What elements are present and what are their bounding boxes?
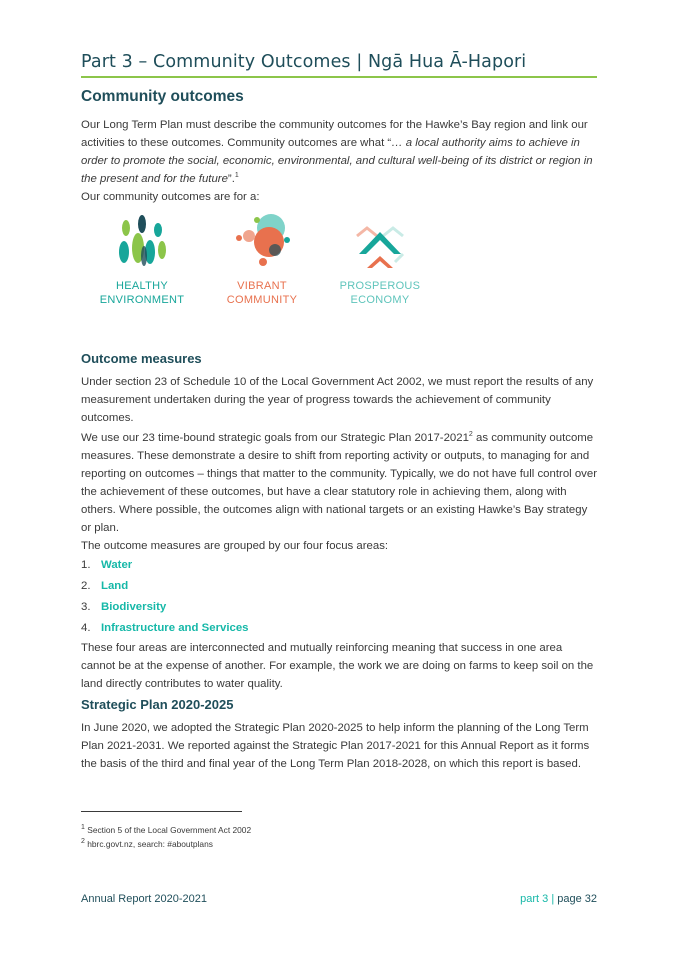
list-item: 2. Land [81, 580, 129, 592]
community-outcomes-paragraph: Our Long Term Plan must describe the community outcomes for the Hawke’s Bay region and link our activities to these outcomes. Community outcomes are what “… a local authority aims to achieve in order to promote the social, economic, environmental, and cultural well-being of its district or region in the present and for the future”.$^1$ [81, 119, 593, 185]
strategic-plan-paragraph: In June 2020, we adopted the Strategic Plan 2020-2025 to help inform the planning of the Long Term Plan 2021-2031. We reported against the Strategic Plan 2017-2021 for this Annual Report as it forms the basis of the third and final year of the Long Term Plan 2018-2028, on which this report is based. [81, 722, 590, 770]
strategic-plan-heading: Strategic Plan 2020-2025 [81, 697, 234, 712]
focus-area-biodiversity: Biodiversity [101, 601, 167, 613]
vibrant-community-badge [219, 212, 305, 307]
footnote-2: $^2$ hbrc.govt.nz, search: #aboutplans [81, 838, 213, 849]
outcome-measures-paragraph-1: Under section 23 of Schedule 10 of the Local Government Act 2002, we must report the results of any measurement undertaken during the year of progress towards the achievement of community outcomes. [81, 376, 594, 424]
outcome-measures-paragraph-2: We use our 23 time-bound strategic goals from our Strategic Plan 2017-2021$^2$ as community outcome measures. These demonstrate a desire to shift from reporting activity or outputs, to managing for and reporting on outcomes – things that matter to the community. Typically, we do not have full control over the achievement of these outcomes, but have a clear statutory role in achieving them, along with others. Where possible, the outcomes align with national targets or an existing Hawke’s Bay strategy or plan. [81, 431, 598, 534]
page-number: page 32 [557, 893, 597, 905]
healthy-environment-badge [99, 212, 185, 307]
circles-icon [227, 212, 297, 274]
footnote-1: $^1$ Section 5 of the Local Government Act 2002 [81, 824, 252, 835]
footnote-ref-2[interactable]: 2 [468, 431, 473, 439]
focus-area-land: Land [101, 580, 129, 592]
community-outcomes-intro: Our community outcomes are for a: [81, 191, 260, 203]
outcome-measures-heading: Outcome measures [81, 351, 202, 366]
focus-area-infrastructure: Infrastructure and Services [101, 622, 249, 634]
prosperous-economy-badge [337, 212, 423, 307]
part-title: Part 3 – Community Outcomes | Ngā Hua Ā-Hapori [81, 52, 527, 72]
icon-label-line1: VIBRANT [237, 280, 287, 292]
icon-label-line1: HEALTHY [115, 280, 169, 292]
list-item: 4. Infrastructure and Services [81, 622, 249, 634]
title-divider [81, 76, 597, 78]
document-page [81, 0, 597, 955]
icon-label-line2: COMMUNITY [226, 294, 298, 306]
community-outcomes-heading: Community outcomes [81, 88, 244, 105]
leaves-icon [112, 212, 172, 274]
icon-label-line1: PROSPEROUS [339, 280, 421, 292]
footer-page-info: part 3 | page 32 [520, 893, 597, 905]
list-item: 3. Biodiversity [81, 601, 167, 613]
footnote-divider [81, 811, 242, 812]
chevrons-icon [345, 212, 415, 274]
icon-label-line2: ECONOMY [350, 294, 410, 306]
footnote-ref-1[interactable]: 1 [234, 172, 239, 180]
outcome-measures-paragraph-3: The outcome measures are grouped by our four focus areas: [81, 540, 389, 552]
icon-label-line2: ENVIRONMENT [99, 294, 185, 306]
focus-areas-list [81, 556, 249, 640]
focus-area-water: Water [101, 559, 133, 571]
footer-report-title: Annual Report 2020-2021 [81, 893, 207, 905]
list-item: 1. Water [81, 559, 133, 571]
outcome-measures-paragraph-4: These four areas are interconnected and mutually reinforcing meaning that success in one area cannot be at the expense of another. For example, the work we are doing on farms to keep soil on the land directly contributes to water quality. [81, 642, 594, 690]
